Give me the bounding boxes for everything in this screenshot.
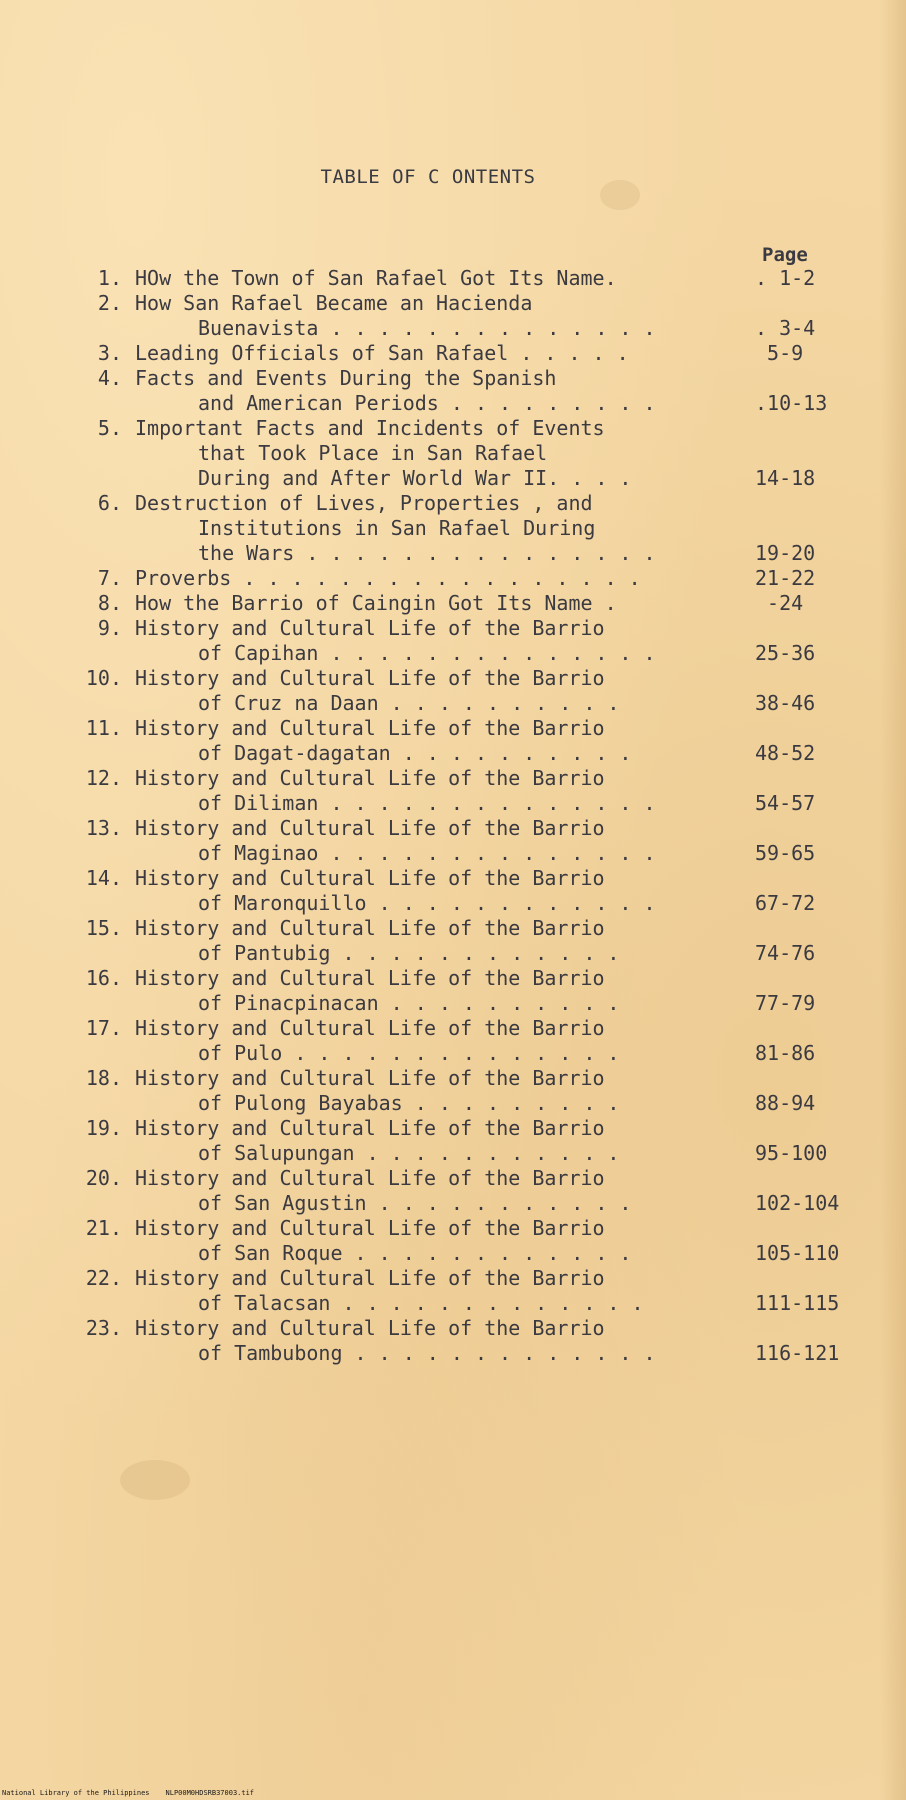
entry-number: 23. <box>85 1316 122 1340</box>
toc-line <box>0 1016 906 1041</box>
entry-page-range: 116-121 <box>755 1341 840 1365</box>
file-name: NLP00M0HDSRB37003.tif <box>165 1789 255 1797</box>
toc-line <box>0 516 906 541</box>
entry-number: 17. <box>85 1016 122 1040</box>
toc-entry <box>0 1066 906 1116</box>
entry-page-range: 81-86 <box>755 1041 816 1065</box>
toc-line <box>0 566 906 591</box>
entry-title-line: of Dagat-dagatan . . . . . . . . . . <box>198 741 632 765</box>
toc-entry <box>0 966 906 1016</box>
toc-line <box>0 1316 906 1341</box>
toc-line <box>0 466 906 491</box>
entry-number: 6. <box>97 491 122 515</box>
entry-number: 11. <box>85 716 122 740</box>
entry-title-line: and American Periods . . . . . . . . . <box>198 391 656 415</box>
entry-number: 19. <box>85 1116 122 1140</box>
entry-title-line: of Capihan . . . . . . . . . . . . . . <box>198 641 656 665</box>
entry-page-range: 38-46 <box>755 691 816 715</box>
toc-line <box>0 716 906 741</box>
toc-entry <box>0 666 906 716</box>
paper-stain <box>120 1460 190 1500</box>
entry-number: 7. <box>97 566 122 590</box>
toc-entry <box>0 1166 906 1216</box>
entry-page-range: 5-9 <box>755 341 804 365</box>
entry-page-range: 67-72 <box>755 891 816 915</box>
toc-entry <box>0 916 906 966</box>
entry-number: 2. <box>97 291 122 315</box>
toc-line <box>0 891 906 916</box>
entry-title-line: During and After World War II. . . . <box>198 466 632 490</box>
toc-line <box>0 416 906 441</box>
toc-line <box>0 1341 906 1366</box>
entry-number: 18. <box>85 1066 122 1090</box>
entry-page-range: 59-65 <box>755 841 816 865</box>
entry-title-line: of Maginao . . . . . . . . . . . . . . <box>198 841 656 865</box>
entry-page-range: . 3-4 <box>755 316 816 340</box>
toc-entry <box>0 491 906 566</box>
toc-line <box>0 1291 906 1316</box>
toc-entry <box>0 291 906 341</box>
toc-entry <box>0 816 906 866</box>
entry-page-range: 19-20 <box>755 541 816 565</box>
entry-number: 4. <box>97 366 122 390</box>
toc-line <box>0 391 906 416</box>
toc-line <box>0 966 906 991</box>
toc-line <box>0 641 906 666</box>
entry-number: 15. <box>85 916 122 940</box>
entry-number: 16. <box>85 966 122 990</box>
entry-title-line: History and Cultural Life of the Barrio <box>135 1266 605 1290</box>
page-title: TABLE OF C ONTENTS <box>320 166 536 188</box>
toc-line <box>0 591 906 616</box>
entry-title-line: History and Cultural Life of the Barrio <box>135 666 605 690</box>
toc-line <box>0 341 906 366</box>
entry-title-line: History and Cultural Life of the Barrio <box>135 716 605 740</box>
entry-page-range: 74-76 <box>755 941 816 965</box>
entry-number: 22. <box>85 1266 122 1290</box>
entry-page-range: 54-57 <box>755 791 816 815</box>
entry-number: 1. <box>97 266 122 290</box>
entry-page-range: -24 <box>755 591 804 615</box>
entry-title-line: History and Cultural Life of the Barrio <box>135 1316 605 1340</box>
entry-number: 10. <box>85 666 122 690</box>
toc-line <box>0 866 906 891</box>
toc-entry <box>0 866 906 916</box>
entry-title-line: History and Cultural Life of the Barrio <box>135 1066 605 1090</box>
toc-entry <box>0 266 906 291</box>
toc-line <box>0 1216 906 1241</box>
toc-line <box>0 741 906 766</box>
entry-title-line: How San Rafael Became an Hacienda <box>135 291 533 315</box>
entry-title-line: History and Cultural Life of the Barrio <box>135 1166 605 1190</box>
scan-footer <box>2 1789 270 1797</box>
table-of-contents <box>0 266 906 1366</box>
entry-title-line: History and Cultural Life of the Barrio <box>135 966 605 990</box>
toc-line <box>0 266 906 291</box>
entry-title-line: History and Cultural Life of the Barrio <box>135 1216 605 1240</box>
entry-title-line: Facts and Events During the Spanish <box>135 366 557 390</box>
toc-line <box>0 816 906 841</box>
entry-title-line: History and Cultural Life of the Barrio <box>135 916 605 940</box>
entry-title-line: History and Cultural Life of the Barrio <box>135 616 605 640</box>
entry-number: 8. <box>97 591 122 615</box>
toc-entry <box>0 416 906 491</box>
entry-page-range: 21-22 <box>755 566 816 590</box>
toc-line <box>0 1191 906 1216</box>
toc-entry <box>0 566 906 591</box>
entry-number: 20. <box>85 1166 122 1190</box>
page-column-header: Page <box>762 244 808 266</box>
entry-page-range: 102-104 <box>755 1191 840 1215</box>
entry-title-line: of Maronquillo . . . . . . . . . . . . <box>198 891 656 915</box>
toc-entry <box>0 1216 906 1266</box>
toc-line <box>0 1041 906 1066</box>
entry-page-range: 111-115 <box>755 1291 840 1315</box>
entry-title-line: of Tambubong . . . . . . . . . . . . . <box>198 1341 656 1365</box>
entry-page-range: . 1-2 <box>755 266 816 290</box>
entry-number: 3. <box>97 341 122 365</box>
toc-line <box>0 1116 906 1141</box>
toc-line <box>0 766 906 791</box>
toc-line <box>0 1141 906 1166</box>
entry-title-line: the Wars . . . . . . . . . . . . . . . <box>198 541 656 565</box>
entry-number: 21. <box>85 1216 122 1240</box>
library-name: National Library of the Philippines <box>2 1789 150 1797</box>
entry-number: 5. <box>97 416 122 440</box>
toc-entry <box>0 616 906 666</box>
toc-entry <box>0 366 906 416</box>
entry-page-range: 105-110 <box>755 1241 840 1265</box>
toc-entry <box>0 1316 906 1366</box>
toc-line <box>0 316 906 341</box>
entry-title-line: History and Cultural Life of the Barrio <box>135 866 605 890</box>
toc-line <box>0 491 906 516</box>
entry-page-range: 88-94 <box>755 1091 816 1115</box>
entry-number: 13. <box>85 816 122 840</box>
entry-title-line: Leading Officials of San Rafael . . . . . <box>135 341 629 365</box>
toc-entry <box>0 1266 906 1316</box>
toc-line <box>0 691 906 716</box>
entry-number: 9. <box>97 616 122 640</box>
entry-title-line: of San Agustin . . . . . . . . . . . <box>198 1191 632 1215</box>
toc-line <box>0 1266 906 1291</box>
toc-line <box>0 1166 906 1191</box>
toc-line <box>0 791 906 816</box>
toc-entry <box>0 716 906 766</box>
toc-line <box>0 666 906 691</box>
entry-page-range: 77-79 <box>755 991 816 1015</box>
entry-title-line: of San Roque . . . . . . . . . . . . <box>198 1241 632 1265</box>
toc-line <box>0 291 906 316</box>
toc-entry <box>0 591 906 616</box>
entry-page-range: 14-18 <box>755 466 816 490</box>
toc-line <box>0 616 906 641</box>
toc-line <box>0 366 906 391</box>
toc-line <box>0 841 906 866</box>
entry-title-line: History and Cultural Life of the Barrio <box>135 766 605 790</box>
toc-line <box>0 991 906 1016</box>
toc-line <box>0 941 906 966</box>
entry-title-line: History and Cultural Life of the Barrio <box>135 816 605 840</box>
toc-line <box>0 541 906 566</box>
toc-entry <box>0 766 906 816</box>
entry-title-line: History and Cultural Life of the Barrio <box>135 1016 605 1040</box>
toc-entry <box>0 1116 906 1166</box>
entry-title-line: How the Barrio of Caingin Got Its Name . <box>135 591 617 615</box>
toc-line <box>0 441 906 466</box>
entry-title-line: HOw the Town of San Rafael Got Its Name. <box>135 266 617 290</box>
entry-number: 12. <box>85 766 122 790</box>
toc-entry <box>0 1016 906 1066</box>
entry-title-line: Institutions in San Rafael During <box>198 516 596 540</box>
toc-line <box>0 1091 906 1116</box>
entry-page-range: 25-36 <box>755 641 816 665</box>
entry-title-line: of Pulo . . . . . . . . . . . . . . <box>198 1041 620 1065</box>
entry-number: 14. <box>85 866 122 890</box>
entry-title-line: that Took Place in San Rafael <box>198 441 548 465</box>
entry-title-line: Proverbs . . . . . . . . . . . . . . . . . <box>135 566 641 590</box>
entry-title-line: of Talacsan . . . . . . . . . . . . . <box>198 1291 644 1315</box>
entry-page-range: 48-52 <box>755 741 816 765</box>
entry-title-line: Important Facts and Incidents of Events <box>135 416 605 440</box>
toc-entry <box>0 341 906 366</box>
entry-title-line: of Cruz na Daan . . . . . . . . . . <box>198 691 620 715</box>
entry-title-line: Buenavista . . . . . . . . . . . . . . <box>198 316 656 340</box>
toc-line <box>0 1241 906 1266</box>
entry-page-range: .10-13 <box>755 391 828 415</box>
entry-title-line: of Pinacpinacan . . . . . . . . . . <box>198 991 620 1015</box>
toc-line <box>0 916 906 941</box>
entry-title-line: of Salupungan . . . . . . . . . . . <box>198 1141 620 1165</box>
entry-title-line: Destruction of Lives, Properties , and <box>135 491 593 515</box>
entry-title-line: History and Cultural Life of the Barrio <box>135 1116 605 1140</box>
entry-title-line: of Pulong Bayabas . . . . . . . . . <box>198 1091 620 1115</box>
toc-line <box>0 1066 906 1091</box>
entry-title-line: of Pantubig . . . . . . . . . . . . <box>198 941 620 965</box>
entry-title-line: of Diliman . . . . . . . . . . . . . . <box>198 791 656 815</box>
entry-page-range: 95-100 <box>755 1141 828 1165</box>
